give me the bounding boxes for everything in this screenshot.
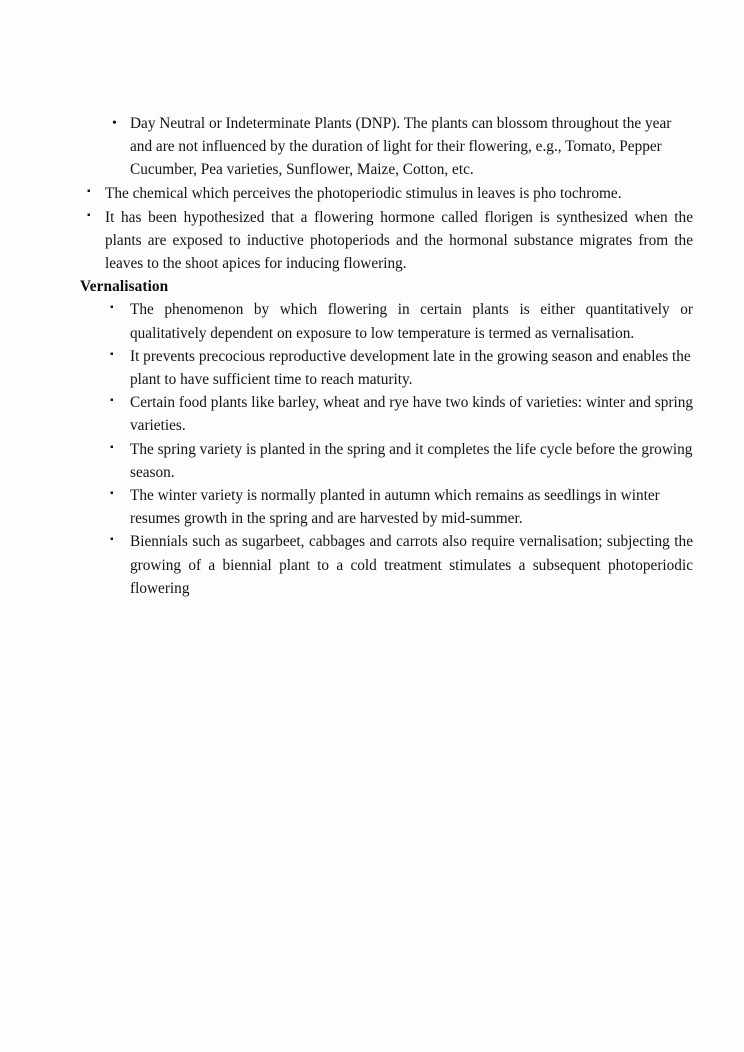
list-item <box>75 112 693 182</box>
square-bullet: ▪ <box>87 185 91 197</box>
list-item <box>75 345 693 391</box>
disc-bullet: • <box>112 116 117 131</box>
list-item-text: Certain food plants like barley, wheat and rye have two kinds of varieties: winter and spring varieties. <box>130 394 693 435</box>
square-bullet: ▪ <box>87 209 91 221</box>
list-item-text: Biennials such as sugarbeet, cabbages and carrots also require vernalisation; subjecting the growing of a biennial plant to a cold treatment stimulates a subsequent photoperiodic flowering <box>130 533 693 597</box>
list-item-text: The phenomenon by which flowering in certain plants is either quantitatively or qualitatively dependent on exposure to low temperature is termed as vernalisation. <box>130 301 693 342</box>
list-item <box>75 391 693 437</box>
square-bullet: ▪ <box>110 441 114 453</box>
square-bullet: ▪ <box>110 348 114 360</box>
square-bullet: ▪ <box>110 395 114 407</box>
square-bullet: ▪ <box>110 488 114 500</box>
section-heading: Vernalisation <box>80 278 169 296</box>
page-content <box>75 112 693 600</box>
list-item-text: The winter variety is normally planted in autumn which remains as seedlings in winter resumes growth in the spring and are harvested by mid-summer. <box>130 487 660 528</box>
list-item <box>75 182 693 206</box>
list-item-text: It has been hypothesized that a flowering hormone called florigen is synthesized when the plants are exposed to inductive photoperiods and the hormonal substance migrates from the leaves to the shoot apices for inducing flowering. <box>105 208 693 273</box>
list-item-text: It prevents precocious reproductive development late in the growing season and enables the plant to have sufficient time to reach maturity. <box>130 347 691 389</box>
list-item <box>75 298 693 344</box>
square-bullet: ▪ <box>110 534 114 546</box>
list-item <box>75 438 693 484</box>
list-item-text: The chemical which perceives the photoperiodic stimulus in leaves is pho tochrome. <box>105 184 622 202</box>
square-bullet: ▪ <box>110 302 114 314</box>
list-item <box>75 206 693 276</box>
list-item-text: The spring variety is planted in the spring and it completes the life cycle before the growing season. <box>130 440 693 481</box>
list-item-text: Day Neutral or Indeterminate Plants (DNP). The plants can blossom throughout the year and are not influenced by the duration of light for their flowering, e.g., Tomato, Pepper Cucumber, Pea varieties, Sunflower, Maize, Cotton, etc. <box>130 115 672 179</box>
list-item <box>75 530 693 600</box>
list-item <box>75 484 693 530</box>
